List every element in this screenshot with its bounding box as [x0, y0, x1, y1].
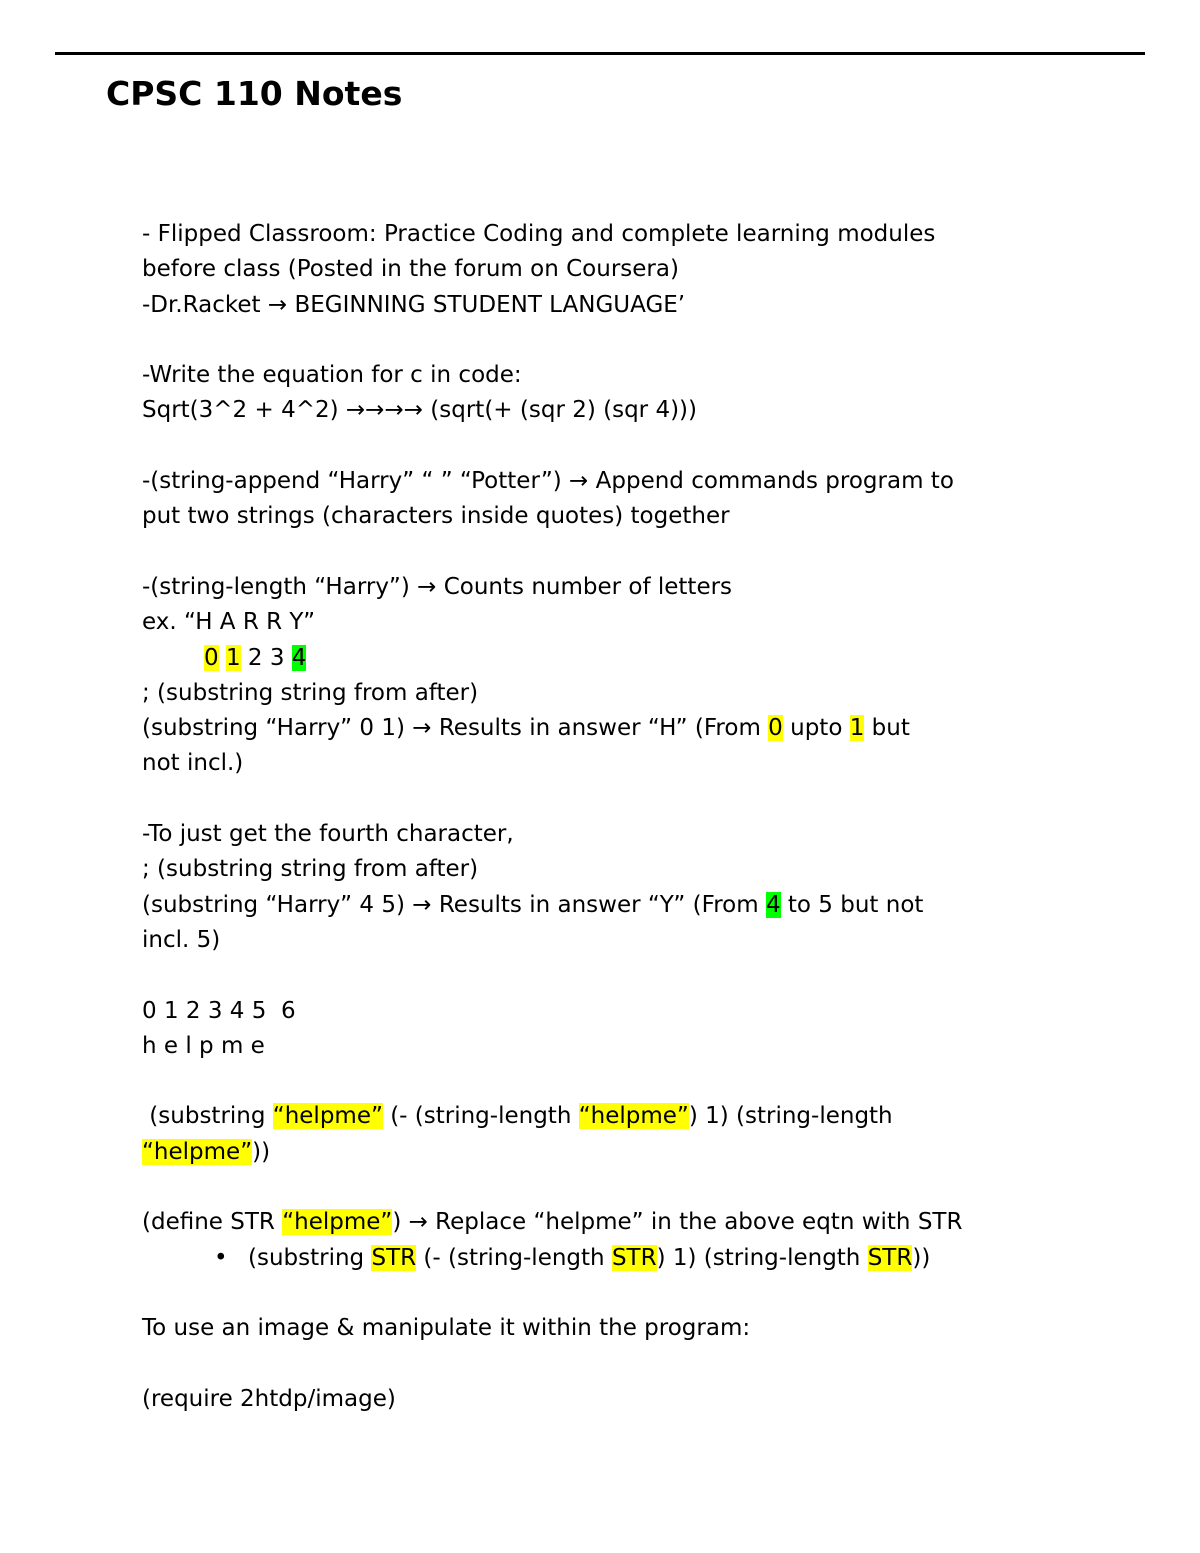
highlight-from-4: 4: [765, 891, 781, 918]
note-line: (substring “helpme” (- (string-length “helpme”) 1) (string-length: [142, 1103, 893, 1130]
highlight-str: STR: [611, 1244, 657, 1271]
highlight-upto-1: 1: [849, 715, 865, 742]
bullet-icon: •: [214, 1244, 228, 1271]
note-line: (define STR “helpme”) → Replace “helpme” in the above eqtn with STR: [142, 1209, 963, 1236]
blank-line: [142, 1170, 1152, 1205]
note-line: incl. 5): [142, 926, 221, 953]
notes-body: [142, 217, 1152, 1417]
highlight-index-4: 4: [291, 644, 307, 671]
header-rule: [55, 52, 1145, 55]
note-line: Sqrt(3^2 + 4^2) →→→→ (sqrt(+ (sqr 2) (sqr 4))): [142, 397, 697, 424]
note-line: “helpme”)): [142, 1138, 271, 1165]
highlight-helpme: “helpme”: [282, 1209, 393, 1236]
note-line: not incl.): [142, 750, 244, 777]
highlight-str: STR: [867, 1244, 913, 1271]
highlight-from-0: 0: [768, 715, 783, 742]
highlight-helpme: “helpme”: [142, 1138, 253, 1165]
blank-line: [142, 1347, 1152, 1382]
note-line: h e l p m e: [142, 1032, 265, 1059]
page-title: CPSC 110 Notes: [106, 74, 403, 113]
blank-line: [142, 1276, 1152, 1311]
note-line: before class (Posted in the forum on Coursera): [142, 256, 679, 283]
blank-line: [142, 958, 1152, 993]
highlight-index-0: 0: [204, 644, 219, 671]
blank-line: [142, 535, 1152, 570]
note-line: ex. “H A R R Y”: [142, 609, 315, 636]
note-line: ; (substring string from after): [142, 679, 479, 706]
note-line: -To just get the fourth character,: [142, 821, 514, 848]
note-line: To use an image & manipulate it within the program:: [142, 1315, 751, 1342]
index-row: 0 1 2 3 4: [204, 644, 307, 671]
note-line: 0 1 2 3 4 5 6: [142, 997, 296, 1024]
note-line: (substring “Harry” 0 1) → Results in answer “H” (From 0 upto 1 but: [142, 715, 910, 742]
blank-line: [142, 782, 1152, 817]
note-line: (require 2htdp/image): [142, 1385, 396, 1412]
note-line: - Flipped Classroom: Practice Coding and complete learning modules: [142, 221, 936, 247]
highlight-helpme: “helpme”: [578, 1103, 689, 1130]
blank-line: [142, 323, 1152, 358]
note-line: (substring “Harry” 4 5) → Results in answer “Y” (From 4 to 5 but not: [142, 891, 924, 918]
note-line: -Write the equation for c in code:: [142, 362, 522, 389]
note-line: -(string-length “Harry”) → Counts number of letters: [142, 573, 733, 600]
highlight-str: STR: [371, 1244, 417, 1271]
note-line: -(string-append “Harry” “ ” “Potter”) → Append commands program to: [142, 468, 954, 495]
note-line: put two strings (characters inside quotes) together: [142, 503, 730, 530]
blank-line: [142, 429, 1152, 464]
highlight-helpme: “helpme”: [272, 1103, 383, 1130]
highlight-index-1: 1: [225, 644, 241, 671]
note-line: ; (substring string from after): [142, 856, 479, 883]
bullet-item: • (substring STR (- (string-length STR) 1) (string-length STR)): [142, 1241, 1152, 1276]
note-line: -Dr.Racket → BEGINNING STUDENT LANGUAGE’: [142, 291, 686, 318]
blank-line: [142, 1064, 1152, 1099]
